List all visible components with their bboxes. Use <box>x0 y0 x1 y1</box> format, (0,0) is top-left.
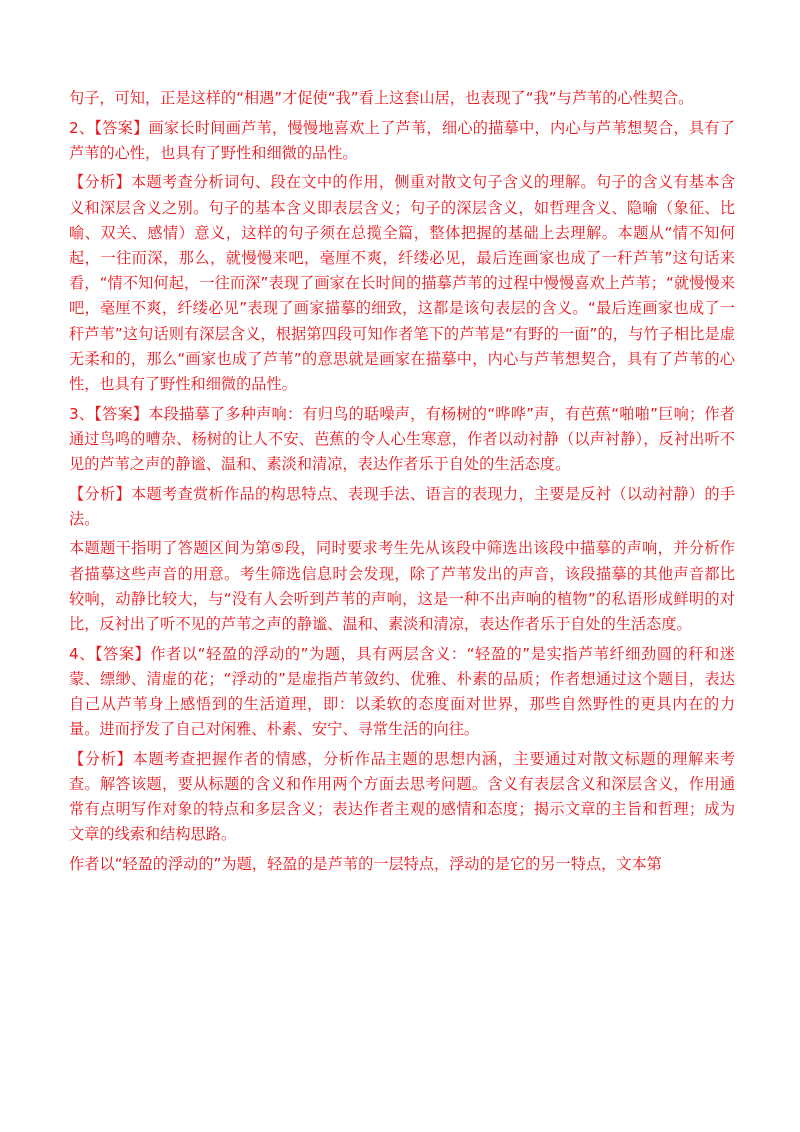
paragraph-q4-analysis: 【分析】本题考查把握作者的情感，分析作品主题的思想内涵，主要通过对散文标题的理解来考查。解答该题，要从标题的含义和作用两个方面去思考问题。含义有表层含义和深层含义，作用通常有点明写作对象的特点和多层含义；表达作者主观的感情和态度；揭示文章的主旨和哲理；成为文章的线索和结构思路。 <box>69 749 735 844</box>
document-body <box>69 86 735 877</box>
paragraph-q1-continuation: 句子，可知，正是这样的“相遇”才促使“我”看上这套山居，也表现了“我”与芦苇的心性契合。 <box>69 89 694 107</box>
paragraph-q3-analysis: 【分析】本题考查赏析作品的构思特点、表现手法、语言的表现力，主要是反衬（以动衬静）的手法。 <box>69 484 735 528</box>
paragraph-q2-analysis: 【分析】本题考查分析词句、段在文中的作用，侧重对散文句子含义的理解。句子的含义有基本含义和深层含义之别。句子的基本含义即表层含义；句子的深层含义，如哲理含义、隐喻（象征、比喻、双关、感情）意义，这样的句子须在总揽全篇，整体把握的基础上去理解。本题从“情不知何起，一往而深，那么，就慢慢来吧，毫厘不爽，纤缕必见，最后连画家也成了一秆芦苇”这句话来看，“情不知何起，一往而深”表现了画家在长时间的描摹芦苇的过程中慢慢喜欢上芦苇；“就慢慢来吧，毫厘不爽，纤缕必见”表现了画家描摹的细致，这都是该句表层的含义。“最后连画家也成了一秆芦苇”这句话则有深层含义，根据第四段可知作者笔下的芦苇是“有野的一面”的，与竹子相比是虚无柔和的，那么“画家也成了芦苇”的意思就是画家在描摹中，内心与芦苇想契合，具有了芦苇的心性，也具有了野性和细微的品性。 <box>69 173 735 394</box>
paragraph-q4-answer: 4、【答案】作者以“轻盈的浮动的”为题，具有两层含义：“轻盈的”是实指芦苇纤细劲圆的秆和迷蒙、缥缈、清虚的花；“浮动的”是虚指芦苇敛约、优雅、朴素的品质；作者想通过这个题目，表达自己从芦苇身上感悟到的生活道理，即：以柔软的态度面对世界，那些自然野性的更具内在的力量。进而抒发了自己对闲雅、朴素、安宁、寻常生活的向往。 <box>69 644 735 739</box>
paragraph-q2-answer: 2、【答案】画家长时间画芦苇，慢慢地喜欢上了芦苇，细心的描摹中，内心与芦苇想契合，具有了芦苇的心性，也具有了野性和细微的品性。 <box>69 118 735 162</box>
paragraph-q4-analysis-detail: 作者以“轻盈的浮动的”为题，轻盈的是芦苇的一层特点，浮动的是它的另一特点，文本第 <box>69 855 662 874</box>
paragraph-q3-analysis-detail: 本题题干指明了答题区间为第⑤段，同时要求考生先从该段中筛选出该段中描摹的声响，并分析作者描摹这些声音的用意。考生筛选信息时会发现，除了芦苇发出的声音，该段描摹的其他声音都比较响，动静比较大，与“没有人会听到芦苇的声响，这是一种不出声响的植物”的私语形成鲜明的对比，反衬出了听不见的芦苇之声的静谧、温和、素淡和清凉，表达作者乐于自处的生活态度。 <box>69 539 735 634</box>
paragraph-q3-answer: 3、【答案】本段描摹了多种声响：有归鸟的聒噪声，有杨树的“哗哗”声，有芭蕉“啪啪”巨响；作者通过鸟鸣的嘈杂、杨树的让人不安、芭蕉的令人心生寒意，作者以动衬静（以声衬静），反衬出听不见的芦苇之声的静谧、温和、素淡和清凉，表达作者乐于自处的生活态度。 <box>69 404 735 474</box>
